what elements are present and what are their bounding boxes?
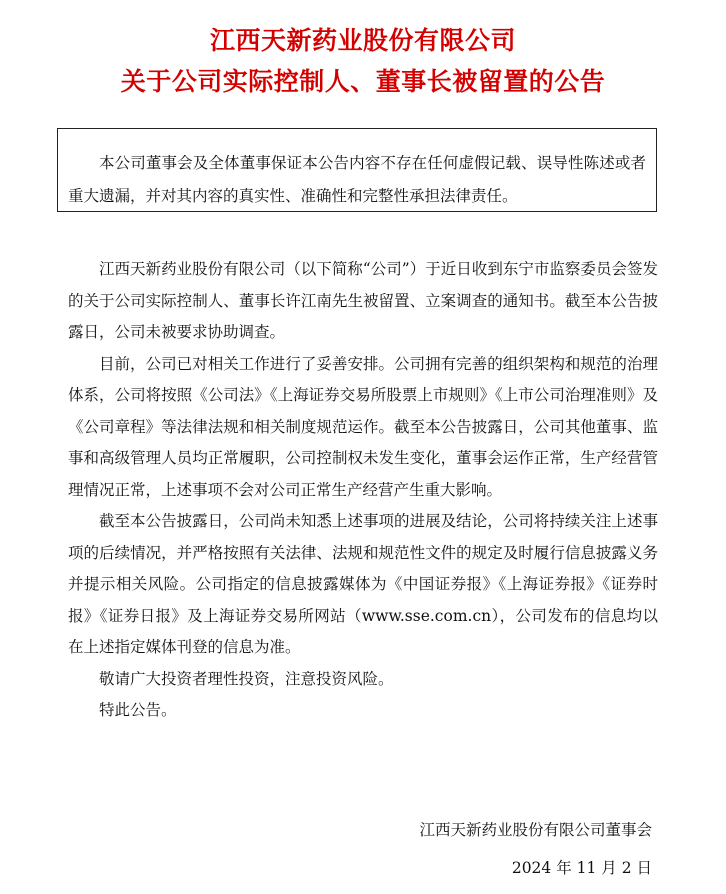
signature-date: 2024 年 11 月 2 日	[511, 859, 652, 877]
signature-organization: 江西天新药业股份有限公司董事会	[419, 821, 652, 839]
board-guarantee-text: 本公司董事会及全体董事保证本公告内容不存在任何虚假记载、误导性陈述或者重大遗漏，并对其内容的真实性、准确性和完整性承担法律责任。	[68, 154, 646, 205]
company-title: 江西天新药业股份有限公司	[209, 26, 516, 55]
paragraph-closing: 特此公告。	[99, 701, 177, 719]
paragraph-receipt-of-notice: 江西天新药业股份有限公司（以下简称“公司”）于近日收到东宁市监察委员会签发的关于公司实际控制人、董事长许江南先生被留置、立案调查的通知书。截至本公告披露日，公司未被要求协助调查。	[68, 260, 658, 341]
paragraph-investor-risk-warning: 敬请广大投资者理性投资，注意投资风险。	[99, 669, 394, 688]
board-guarantee-notice	[57, 128, 657, 212]
paragraph-company-operations: 目前，公司已对相关工作进行了妥善安排。公司拥有完善的组织架构和规范的治理体系，公司将按照《公司法》《上海证券交易所股票上市规则》《上市公司治理准则》及《公司章程》等法律法规和相关制度规范运作。截至本公告披露日，公司其他董事、监事和高级管理人员均正常履职，公司控制权未发生变化，董事会运作正常，生产经营管理情况正常，上述事项不会对公司正常生产经营产生重大影响。	[68, 354, 658, 499]
announcement-body	[68, 254, 658, 727]
paragraph-disclosure-commitment: 截至本公告披露日，公司尚未知悉上述事项的进展及结论，公司将持续关注上述事项的后续情况，并严格按照有关法律、法规和规范性文件的规定及时履行信息披露义务并提示相关风险。公司指定的信息披露媒体为《中国证券报》《上海证券报》《证券时报》《证券日报》及上海证券交易所网站（www.sse.com.cn），公司发布的信息均以在上述指定媒体刊登的信息为准。	[68, 512, 658, 656]
announcement-title: 关于公司实际控制人、董事长被留置的公告	[120, 67, 606, 96]
